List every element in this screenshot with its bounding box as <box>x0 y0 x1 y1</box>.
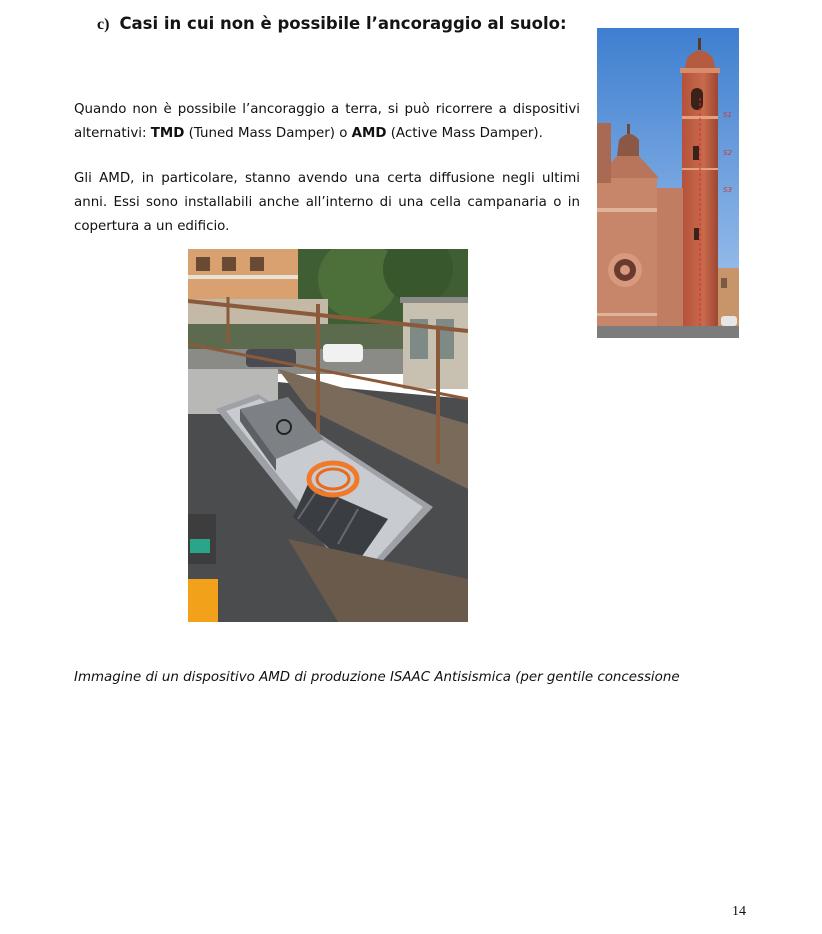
paragraph-text: Quando non è possibile l’ancoraggio a terra, si può ricorrere a dispositivi alternativi: <box>74 102 580 141</box>
amd-device-photo <box>188 249 468 622</box>
section-heading <box>97 14 567 34</box>
sensor-label-s1: S1 <box>723 111 732 119</box>
paragraph-amd-diffusion: Gli AMD, in particolare, stanno avendo una certa diffusione negli ultimi anni. Essi sono installabili anche all’interno di una cella campanaria o in copertura a un edificio. <box>74 171 580 234</box>
sensor-label-s2: S2 <box>723 149 732 157</box>
paragraph-alternative-devices <box>74 98 580 146</box>
sensor-label-s3: S3 <box>723 186 732 194</box>
section-marker: c) <box>97 16 110 33</box>
tmd-term: TMD <box>150 126 185 141</box>
bell-tower-photo <box>597 28 739 338</box>
amd-expansion: (Active Mass Damper). <box>386 126 543 141</box>
tmd-expansion: (Tuned Mass Damper) o <box>184 126 352 141</box>
page-number: 14 <box>732 904 746 919</box>
amd-term: AMD <box>351 126 387 141</box>
image-caption: Immagine di un dispositivo AMD di produzione ISAAC Antisismica (per gentile concessione <box>74 670 680 685</box>
section-title: Casi in cui non è possibile l’ancoraggio al suolo: <box>119 14 567 33</box>
